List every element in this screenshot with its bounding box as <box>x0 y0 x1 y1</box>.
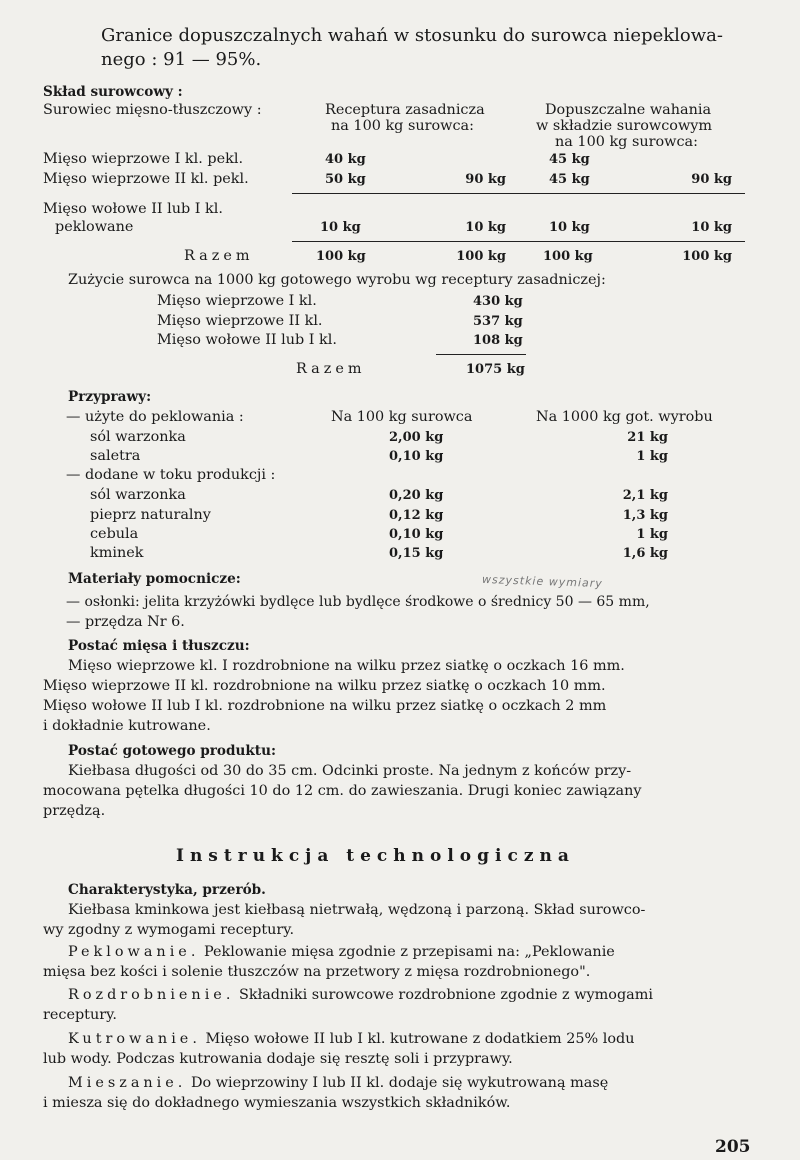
przyprawy-item-b: 1,3 kg <box>622 508 668 523</box>
postac-produktu-heading: Postać gotowego produktu: <box>68 743 276 759</box>
zuzycie-heading: Zużycie surowca na 1000 kg gotowego wyrobu wg receptury zasadniczej: <box>68 272 606 288</box>
peklowanie-text: Peklowanie mięsa zgodnie z przepisami na: „Peklowanie <box>203 944 615 960</box>
table-rule <box>292 193 745 194</box>
zuzycie-row-value: 537 kg <box>473 314 523 329</box>
zuzycie-row-name: Mięso wieprzowe I kl. <box>157 293 317 309</box>
sklad-row-a: 40 kg <box>325 152 366 167</box>
sklad-row-b: 10 kg <box>465 220 506 235</box>
przyprawy-item-name: saletra <box>90 448 141 464</box>
mieszanie-line: i miesza się do dokładnego wymieszania wszystkich składników. <box>43 1095 511 1111</box>
mieszanie-text: Do wieprzowiny I lub II kl. dodaje się wykutrowaną masę <box>190 1075 609 1091</box>
kutrowanie-label: Kutrowanie. <box>68 1031 201 1047</box>
przyprawy-col-a-header: Na 100 kg surowca <box>331 409 473 425</box>
zuzycie-row-name: Mięso wieprzowe II kl. <box>157 313 323 329</box>
sklad-heading: Skład surowcowy : <box>43 84 183 100</box>
sklad-row-b: 90 kg <box>465 172 506 187</box>
sklad-row-d: 10 kg <box>691 220 732 235</box>
sklad-total-label: Razem <box>184 248 254 264</box>
przyprawy-item-name: kminek <box>90 545 144 561</box>
przyprawy-col-b-header: Na 1000 kg got. wyrobu <box>536 409 713 425</box>
przyprawy-sub-peklowanie: — użyte do peklowania : <box>66 409 244 425</box>
postac-miesa-line: Mięso wołowe II lub I kl. rozdrobnione na wilku przez siatkę o oczkach 2 mm <box>43 698 607 714</box>
postac-miesa-heading: Postać mięsa i tłuszczu: <box>68 638 250 654</box>
przyprawy-item-b: 21 kg <box>627 430 668 445</box>
sklad-col3-header-a: Dopuszczalne wahania <box>545 102 712 118</box>
przyprawy-item-b: 1 kg <box>636 449 668 464</box>
zuzycie-row-name: Mięso wołowe II lub I kl. <box>157 332 337 348</box>
sklad-row-a: 50 kg <box>325 172 366 187</box>
sklad-row-c: 45 kg <box>549 152 590 167</box>
rozdrobnienie-text: Składniki surowcowe rozdrobnione zgodnie z wymogami <box>238 987 654 1003</box>
przyprawy-heading: Przyprawy: <box>68 389 152 405</box>
przyprawy-item-a: 0,10 kg <box>389 449 444 464</box>
sklad-total-a: 100 kg <box>316 249 366 264</box>
total-rule <box>436 354 526 355</box>
przyprawy-item-a: 0,12 kg <box>389 508 444 523</box>
sklad-col2-header-b: na 100 kg surowca: <box>331 118 474 134</box>
przyprawy-item-a: 0,20 kg <box>389 488 444 503</box>
page-number: 205 <box>715 1137 751 1157</box>
rozdrobnienie-line: receptury. <box>43 1007 117 1023</box>
przyprawy-item-name: sól warzonka <box>90 429 186 445</box>
kutrowanie-line: lub wody. Podczas kutrowania dodaje się resztę soli i przyprawy. <box>43 1051 513 1067</box>
postac-miesa-line: Mięso wieprzowe kl. I rozdrobnione na wilku przez siatkę o oczkach 16 mm. <box>68 658 625 674</box>
section-title: Instrukcja technologiczna <box>176 846 575 866</box>
charakterystyka-line: Kiełbasa kminkowa jest kiełbasą nietrwałą, wędzoną i parzoną. Skład surowco- <box>68 902 646 918</box>
sklad-row-name: Mięso wieprzowe I kl. pekl. <box>43 151 244 167</box>
rozdrobnienie-label: Rozdrobnienie. <box>68 987 235 1003</box>
mieszanie-label: Mieszanie. <box>68 1075 187 1091</box>
postac-produktu-line: przędzą. <box>43 803 106 819</box>
sklad-row-c: 45 kg <box>549 172 590 187</box>
materialy-line-2: — przędza Nr 6. <box>66 614 185 630</box>
przyprawy-sub-produkcja: — dodane w toku produkcji : <box>66 467 276 483</box>
charakterystyka-heading: Charakterystyka, przerób. <box>68 882 266 898</box>
sklad-total-b: 100 kg <box>456 249 506 264</box>
table-rule <box>292 241 745 242</box>
intro-line-1: Granice dopuszczalnych wahań w stosunku do surowca niepeklowa- <box>101 25 723 46</box>
intro-line-2: nego : 91 — 95%. <box>101 49 262 70</box>
sklad-col3-header-b: w składzie surowcowym <box>536 118 713 134</box>
postac-produktu-line: mocowana pętelka długości 10 do 12 cm. do zawieszania. Drugi koniec zawiązany <box>43 783 642 799</box>
sklad-total-c: 100 kg <box>543 249 593 264</box>
zuzycie-total-value: 1075 kg <box>466 362 525 377</box>
sklad-row-name: Mięso wołowe II lub I kl. <box>43 201 223 217</box>
przyprawy-item-a: 2,00 kg <box>389 430 444 445</box>
sklad-col1-header: Surowiec mięsno-tłuszczowy : <box>43 102 262 118</box>
postac-miesa-line: i dokładnie kutrowane. <box>43 718 211 734</box>
sklad-col2-header-a: Receptura zasadnicza <box>325 102 485 118</box>
postac-miesa-line: Mięso wieprzowe II kl. rozdrobnione na wilku przez siatkę o oczkach 10 mm. <box>43 678 606 694</box>
kutrowanie-text: Mięso wołowe II lub I kl. kutrowane z dodatkiem 25% lodu <box>205 1031 635 1047</box>
zuzycie-total-label: Razem <box>296 361 366 377</box>
handwritten-note: wszystkie wymiary <box>481 572 603 591</box>
sklad-row-name: Mięso wieprzowe II kl. pekl. <box>43 171 249 187</box>
przyprawy-item-name: sól warzonka <box>90 487 186 503</box>
przyprawy-item-a: 0,10 kg <box>389 527 444 542</box>
postac-produktu-line: Kiełbasa długości od 30 do 35 cm. Odcinki proste. Na jednym z końców przy- <box>68 763 632 779</box>
sklad-row-d: 90 kg <box>691 172 732 187</box>
sklad-row-c: 10 kg <box>549 220 590 235</box>
przyprawy-item-b: 2,1 kg <box>622 488 668 503</box>
sklad-col3-header-c: na 100 kg surowca: <box>555 134 698 150</box>
przyprawy-item-a: 0,15 kg <box>389 546 444 561</box>
przyprawy-item-name: cebula <box>90 526 139 542</box>
sklad-total-d: 100 kg <box>682 249 732 264</box>
peklowanie-label: Peklowanie. <box>68 944 200 960</box>
peklowanie-line: mięsa bez kości i solenie tłuszczów na przetwory z mięsa rozdrobnionego". <box>43 964 591 980</box>
sklad-row-a: 10 kg <box>320 220 361 235</box>
zuzycie-row-value: 430 kg <box>473 294 523 309</box>
zuzycie-row-value: 108 kg <box>473 333 523 348</box>
charakterystyka-line: wy zgodny z wymogami receptury. <box>43 922 295 938</box>
przyprawy-item-b: 1 kg <box>636 527 668 542</box>
przyprawy-item-name: pieprz naturalny <box>90 507 211 523</box>
sklad-row-name-cont: peklowane <box>55 219 134 235</box>
materialy-line-1: — osłonki: jelita krzyżówki bydlęce lub bydlęce środkowe o średnicy 50 — 65 mm, <box>66 594 650 610</box>
przyprawy-item-b: 1,6 kg <box>622 546 668 561</box>
materialy-heading: Materiały pomocnicze: <box>68 571 241 587</box>
